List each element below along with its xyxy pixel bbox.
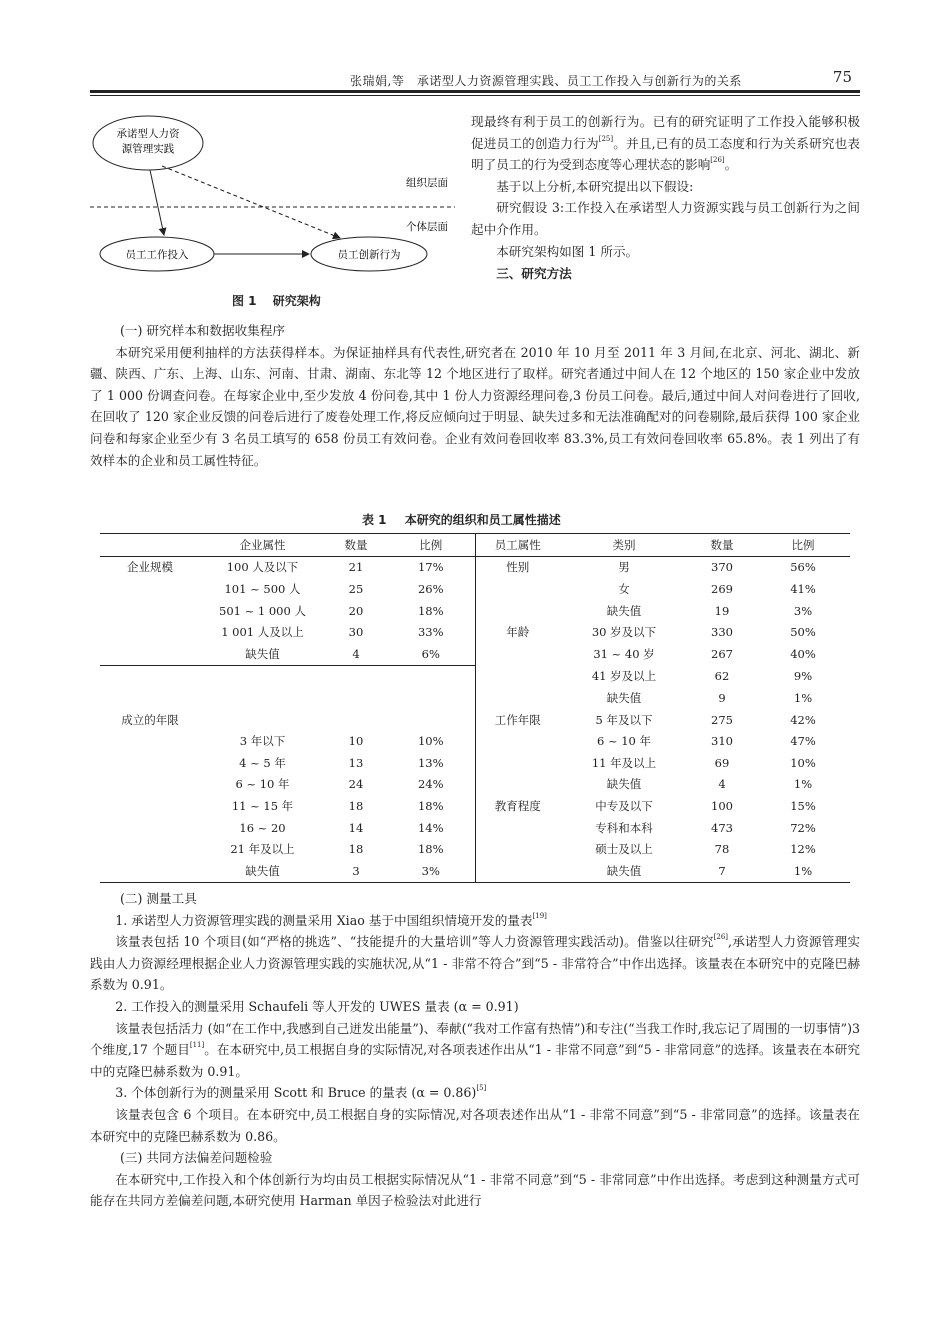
table-cell: 10% xyxy=(790,755,816,770)
table-cell xyxy=(100,817,200,839)
ref-11: [11] xyxy=(189,1041,205,1050)
figure-caption-text: 研究架构 xyxy=(272,294,321,308)
table-cell: 1% xyxy=(793,863,813,878)
table-cell: 19 xyxy=(714,603,730,618)
research-framework-figure xyxy=(90,108,460,278)
table-cell xyxy=(100,578,200,600)
table-header-cell: 类别 xyxy=(560,534,688,557)
figure-caption-label: 图 1 xyxy=(232,294,257,308)
table-cell: 13% xyxy=(387,752,475,774)
table-cell: 6 ~ 10 年 xyxy=(596,734,652,749)
running-title: 张瑞娟,等 承诺型人力资源管理实践、员工工作投入与创新行为的关系 xyxy=(350,74,742,88)
table-cell: 9 xyxy=(718,690,726,705)
table-header-cell: 企业属性 xyxy=(200,534,325,557)
instrument-1-title: 1. 承诺型人力资源管理实践的测量采用 Xiao 基于中国组织情境开发的量表[19] xyxy=(115,911,547,928)
table-cell: 7 xyxy=(718,863,726,878)
section-a xyxy=(90,320,860,471)
table-cell xyxy=(200,665,325,687)
table-cell: 101 ~ 500 人 xyxy=(224,581,301,596)
section-c-title: (三) 共同方法偏差问题检验 xyxy=(120,1150,273,1166)
table-cell: 267 xyxy=(711,647,733,662)
table-cell: 473 xyxy=(711,820,733,835)
table-cell: 6% xyxy=(387,643,475,665)
table-cell: 缺失值 xyxy=(245,863,280,878)
table-cell xyxy=(100,774,200,796)
table-1 xyxy=(100,533,850,883)
table-row xyxy=(100,838,850,860)
table-cell: 工作年限 xyxy=(494,712,541,727)
table-row xyxy=(100,578,850,600)
table-cell: 30 xyxy=(348,625,364,640)
table-cell xyxy=(475,838,560,860)
table-cell: 4 ~ 5 年 xyxy=(239,755,286,770)
table-cell: 11 年及以上 xyxy=(591,755,657,770)
table-cell: 女 xyxy=(618,581,630,596)
table-row xyxy=(100,730,850,752)
table-cell: 100 人及以下 xyxy=(226,560,299,575)
table-cell: 17% xyxy=(387,556,475,578)
table-cell: 3 年以下 xyxy=(239,734,286,749)
table-header-cell: 比例 xyxy=(756,534,850,557)
table-cell: 3 xyxy=(352,863,360,878)
table-cell: 专科和本科 xyxy=(595,820,653,835)
table-row xyxy=(100,752,850,774)
table-cell xyxy=(475,665,560,687)
table-cell: 10% xyxy=(387,730,475,752)
table-cell: 3% xyxy=(387,860,475,882)
ref-19: [19] xyxy=(532,911,547,920)
right-paragraph-2: 基于以上分析,本研究提出以下假设: xyxy=(496,178,694,194)
table-cell: 501 ~ 1 000 人 xyxy=(219,603,306,618)
table-cell xyxy=(387,665,475,687)
table-cell: 16 ~ 20 xyxy=(239,820,286,835)
right-paragraph-1: 现最终有利于员工的创新行为。已有的研究证明了工作投入能够积极促进员工的创造力行为[25]。并且,已有的员工态度和行为关系研究也表明了员工的行为受到态度等心理状态的影响[26]。 xyxy=(471,114,860,173)
table-row xyxy=(100,665,850,687)
table-cell: 缺失值 xyxy=(606,777,642,792)
table-cell: 18 xyxy=(348,842,364,857)
table-cell: 24 xyxy=(348,777,364,792)
table-cell: 6 ~ 10 年 xyxy=(235,777,290,792)
table-cell xyxy=(325,709,387,731)
table-row xyxy=(100,817,850,839)
page-number: 75 xyxy=(832,68,852,86)
table-cell xyxy=(200,709,325,731)
instrument-2-title: 2. 工作投入的测量采用 Schaufeli 等人开发的 UWES 量表 (α = 0.91) xyxy=(115,998,519,1014)
table-cell: 31 ~ 40 岁 xyxy=(593,647,655,662)
table-cell: 50% xyxy=(790,625,816,640)
table-cell xyxy=(100,860,200,882)
table-cell xyxy=(325,687,387,709)
hr-node-label-1: 承诺型人力资 xyxy=(116,128,180,140)
table-cell: 100 xyxy=(711,798,733,813)
table-cell: 缺失值 xyxy=(606,863,642,878)
table-cell xyxy=(100,730,200,752)
table-cell: 15% xyxy=(790,798,816,813)
table-cell: 11 ~ 15 年 xyxy=(231,798,294,813)
instrument-2-body: 该量表包括活力 (如“在工作中,我感到自己迸发出能量”)、奉献(“我对工作富有热情”)和专注(“当我工作时,我忘记了周围的一切事情”)3 个维度,17 个题目[11]。在本研究中,员工根据自身的实际情况,对各项表述作出从“1 - 非常不同意”到“5 - 非常同意”的选择。该量表在本研究中的克隆巴赫系数为 0.91。 xyxy=(90,1020,860,1079)
table-cell: 18 xyxy=(348,798,364,813)
table-cell: 56% xyxy=(790,560,816,575)
table-cell: 企业规模 xyxy=(127,560,173,575)
table-cell: 41 岁及以上 xyxy=(591,669,657,684)
ref-25: [25] xyxy=(598,134,614,143)
table-row xyxy=(100,600,850,622)
table-cell xyxy=(475,687,560,709)
table-cell: 12% xyxy=(790,842,816,857)
table-cell xyxy=(200,687,325,709)
table-header-cell: 数量 xyxy=(325,534,387,557)
table-cell xyxy=(100,687,200,709)
table-cell: 成立的年限 xyxy=(121,712,179,727)
table-cell: 24% xyxy=(387,774,475,796)
table-row xyxy=(100,774,850,796)
table-cell: 269 xyxy=(711,581,733,596)
table-cell: 性别 xyxy=(506,560,530,575)
table-cell: 4 xyxy=(325,643,387,665)
table-cell xyxy=(100,752,200,774)
header-rule-thick xyxy=(90,90,860,93)
header-rule-thin xyxy=(90,95,860,96)
table-cell: 13 xyxy=(348,755,364,770)
table-cell xyxy=(475,774,560,796)
table-cell: 18% xyxy=(387,838,475,860)
table-row xyxy=(100,643,850,665)
table-cell: 41% xyxy=(790,581,816,596)
table-header-row xyxy=(100,534,850,557)
table-cell: 62 xyxy=(714,669,730,684)
table-cell: 缺失值 xyxy=(606,690,642,705)
table-cell xyxy=(325,665,387,687)
table-cell xyxy=(100,621,200,643)
table-row xyxy=(100,709,850,731)
table-cell xyxy=(475,643,560,665)
table-cell: 20 xyxy=(348,603,364,618)
table-cell: 330 xyxy=(711,625,733,640)
instrument-3-title: 3. 个体创新行为的测量采用 Scott 和 Bruce 的量表 (α = 0.86)[5] xyxy=(115,1084,487,1101)
engagement-node-label: 员工工作投入 xyxy=(125,249,189,261)
ref-26: [26] xyxy=(710,156,725,165)
table-cell: 10 xyxy=(348,734,364,749)
section-a-title: (一) 研究样本和数据收集程序 xyxy=(120,323,285,338)
section-a-body: 本研究采用便利抽样的方法获得样本。为保证抽样具有代表性,研究者在 2010 年 10 月至 2011 年 3 月间,在北京、河北、湖北、新疆、陕西、广东、上海、山东、河南、甘肃、湖南、东北等 12 个地区进行了取样。研究者通过中间人在 12 个地区的 150 家企业中发放了 1 000 份调查问卷。在每家企业中,至少发放 4 份问卷,其中 1 份人力资源经理问卷,3 份员工问卷。最后,通过中间人对问卷进行了回收,在回收了 120 家企业反馈的问卷后进行了废卷处理工作,将反应倾向过于明显、缺失过多和无法准确配对的问卷剔除,最后获得 100 家企业问卷和每家企业至少有 3 名员工填写的 658 份员工有效问卷。企业有效问卷回收率 83.3%,员工有效问卷回收率 65.8%。表 1 列出了有效样本的企业和员工属性特征。 xyxy=(90,344,860,468)
ref-26b: [26] xyxy=(713,933,729,942)
table-cell: 21 年及以上 xyxy=(230,842,295,857)
running-header xyxy=(90,68,860,92)
table-cell xyxy=(100,665,200,687)
table-cell: 4 xyxy=(718,777,726,792)
table-cell: 370 xyxy=(711,560,733,575)
table-header-cell xyxy=(100,534,200,557)
section-3-heading: 三、研究方法 xyxy=(496,266,572,282)
table-header-cell: 员工属性 xyxy=(475,534,560,557)
table-cell xyxy=(475,752,560,774)
table-cell: 男 xyxy=(618,560,630,575)
innovation-node-label: 员工创新行为 xyxy=(337,249,401,261)
table-cell: 14 xyxy=(348,820,364,835)
table-caption-text: 本研究的组织和员工属性描述 xyxy=(404,513,561,527)
table-cell xyxy=(475,578,560,600)
table-cell: 硕士及以上 xyxy=(595,842,653,857)
table-cell xyxy=(100,600,200,622)
right-paragraph-4: 本研究架构如图 1 所示。 xyxy=(496,243,639,259)
right-column xyxy=(471,111,860,285)
table-header-cell: 数量 xyxy=(688,534,756,557)
table-cell: 72% xyxy=(790,820,816,835)
table-cell: 5 年及以下 xyxy=(595,712,653,727)
table-cell xyxy=(100,838,200,860)
arrow-hr-to-engagement xyxy=(150,170,164,235)
table-cell xyxy=(475,817,560,839)
instrument-1-body: 该量表包括 10 个项目(如“严格的挑选”、“技能提升的大量培训”等人力资源管理实践活动)。借鉴以往研究[26],承诺型人力资源管理实践由人力资源经理根据企业人力资源管理实践的实施状况,从“1 - 非常不符合”到“5 - 非常符合”中作出选择。该量表在本研究中的克隆巴赫系数为 0.91。 xyxy=(90,933,860,993)
table-cell xyxy=(475,860,560,882)
table-cell: 26% xyxy=(387,578,475,600)
section-c-body: 在本研究中,工作投入和个体创新行为均由员工根据实际情况从“1 - 非常不同意”到“5 - 非常同意”中作出选择。考虑到这种测量方式可能存在共同方差偏差问题,本研究使用 Harman 单因子检验法对此进行 xyxy=(90,1171,860,1209)
table-cell xyxy=(100,643,200,665)
hypothesis-3: 研究假设 3:工作投入在承诺型人力资源实践与员工创新行为之间起中介作用。 xyxy=(471,200,860,237)
table-caption-label: 表 1 xyxy=(362,513,387,527)
table-cell: 18% xyxy=(387,600,475,622)
section-b xyxy=(90,888,860,1212)
table-cell: 3% xyxy=(793,603,813,618)
table-cell: 14% xyxy=(387,817,475,839)
table-header-cell: 比例 xyxy=(387,534,475,557)
table-cell xyxy=(475,730,560,752)
table-cell: 42% xyxy=(790,712,816,727)
table-row xyxy=(100,860,850,882)
table-cell: 25 xyxy=(348,581,364,596)
table-cell: 1% xyxy=(793,690,813,705)
table-cell: 21 xyxy=(348,560,364,575)
table-cell xyxy=(387,687,475,709)
table-row xyxy=(100,556,850,578)
table-cell: 年龄 xyxy=(506,625,530,640)
table-cell: 30 岁及以下 xyxy=(591,625,657,640)
ind-level-label: 个体层面 xyxy=(406,221,448,233)
arrow-hr-to-innovation xyxy=(162,166,340,238)
table-row xyxy=(100,621,850,643)
table-cell: 40% xyxy=(790,647,816,662)
table-cell: 教育程度 xyxy=(494,798,541,813)
table-row xyxy=(100,687,850,709)
table-cell: 1 001 人及以上 xyxy=(221,625,304,640)
table-cell: 9% xyxy=(793,669,813,684)
instrument-3-body: 该量表包含 6 个项目。在本研究中,员工根据自身的实际情况,对各项表述作出从“1 - 非常不同意”到“5 - 非常同意”的选择。该量表在本研究中的克隆巴赫系数为 0.86。 xyxy=(90,1106,860,1144)
table-cell: 18% xyxy=(387,795,475,817)
table-cell: 47% xyxy=(790,734,816,749)
hr-node-label-2: 源管理实践 xyxy=(121,143,175,155)
org-level-label: 组织层面 xyxy=(406,177,448,189)
table-cell: 310 xyxy=(711,734,733,749)
table-row xyxy=(100,795,850,817)
table-cell: 缺失值 xyxy=(606,603,642,618)
ref-5: [5] xyxy=(476,1084,487,1093)
table-cell: 缺失值 xyxy=(200,643,325,665)
table-cell: 78 xyxy=(714,842,730,857)
figure-caption xyxy=(232,292,321,309)
section-b-title: (二) 测量工具 xyxy=(120,891,197,906)
table-cell: 中专及以下 xyxy=(595,798,653,813)
table-cell xyxy=(100,795,200,817)
table-cell: 1% xyxy=(793,777,813,792)
table-cell: 69 xyxy=(714,755,730,770)
table-cell xyxy=(387,709,475,731)
table-cell xyxy=(475,600,560,622)
table-caption xyxy=(362,511,561,528)
table-cell: 275 xyxy=(711,712,733,727)
table-cell: 33% xyxy=(387,621,475,643)
